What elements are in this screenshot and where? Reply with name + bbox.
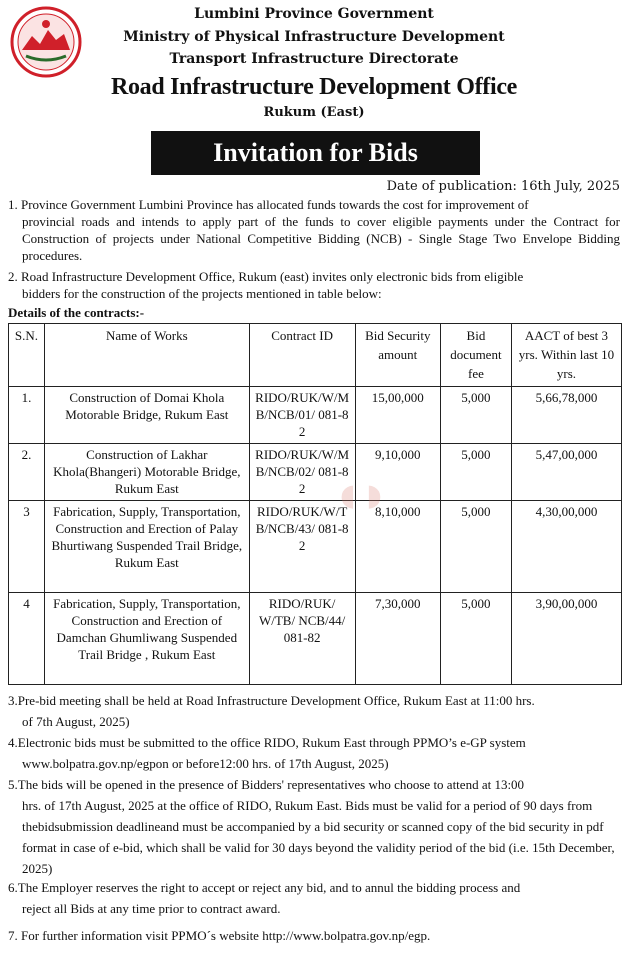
cell-bid-security: 9,10,000 <box>355 444 440 501</box>
note-6-rest: reject all Bids at any time prior to contract award. <box>22 901 281 916</box>
cell-aact: 4,30,00,000 <box>511 501 621 593</box>
header-name-of-works: Name of Works <box>44 324 249 387</box>
publication-date: Date of publication: 16th July, 2025 <box>386 179 620 194</box>
cell-aact: 5,47,00,000 <box>511 444 621 501</box>
office-title: Road Infrastructure Development Office <box>110 74 518 100</box>
cell-contract-id: RIDO/RUK/W/MB/NCB/02/ 081-82 <box>249 444 355 501</box>
note-3-rest: of 7th August, 2025) <box>22 714 130 729</box>
header-sn: S.N. <box>9 324 45 387</box>
paragraph-1-first-line: 1. Province Government Lumbini Province has allocated funds towards the cost for improvement of <box>8 197 529 212</box>
cell-bid-fee: 5,000 <box>440 387 511 444</box>
note-6-first-line: 6.The Employer reserves the right to accept or reject any bid, and to annul the bidding process and <box>8 880 521 895</box>
paragraph-2-rest: bidders for the construction of the projects mentioned in table below: <box>22 286 382 301</box>
cell-contract-id: RIDO/RUK/ W/TB/ NCB/44/ 081-82 <box>249 593 355 685</box>
header-contract-id: Contract ID <box>249 324 355 387</box>
cell-aact: 5,66,78,000 <box>511 387 621 444</box>
cell-aact: 3,90,00,000 <box>511 593 621 685</box>
district-subtitle: Rukum (East) <box>263 105 365 120</box>
note-3-first-line: 3.Pre-bid meeting shall be held at Road Infrastructure Development Office, Rukum East at 11:00 hrs. <box>8 693 535 708</box>
cell-bid-fee: 5,000 <box>440 501 511 593</box>
paragraph-1-rest: provincial roads and intends to apply part of the funds to cover eligible payments under the Contract for Construction of projects under National Competitive Bidding (NCB) - Single Stage Two Envelope Bidding procedures. <box>22 214 620 263</box>
paragraph-2 <box>8 268 620 302</box>
cell-bid-security: 15,00,000 <box>355 387 440 444</box>
invitation-banner: Invitation for Bids <box>151 131 480 175</box>
cell-name: Construction of Lakhar Khola(Bhangeri) Motorable Bridge, Rukum East <box>44 444 249 501</box>
note-3 <box>8 690 620 732</box>
note-5-first-line: 5.The bids will be opened in the presence of Bidders' representatives who choose to attend at 13:00 <box>8 777 525 792</box>
cell-sn: 3 <box>9 501 45 593</box>
table-row <box>9 593 622 685</box>
note-7: 7. For further information visit PPMO´s website http://www.bolpatra.gov.np/egp. <box>8 928 431 943</box>
table-row <box>9 387 622 444</box>
cell-name: Fabrication, Supply, Transportation, Construction and Erection of Palay Bhurtiwang Suspended Trail Bridge, Rukum East <box>44 501 249 593</box>
details-label: Details of the contracts:- <box>8 305 145 320</box>
cell-name: Fabrication, Supply, Transportation, Construction and Erection of Damchan Ghumliwang Suspended Trail Bridge , Rukum East <box>44 593 249 685</box>
cell-bid-fee: 5,000 <box>440 593 511 685</box>
directorate-heading: Transport Infrastructure Directorate <box>169 51 459 67</box>
paragraph-1 <box>8 196 620 264</box>
contracts-table <box>8 323 622 685</box>
cell-sn: 2. <box>9 444 45 501</box>
watermark-graphic: ◖ ◗ <box>340 478 383 513</box>
province-government-heading: Lumbini Province Government <box>194 6 434 22</box>
table-header-row <box>9 324 622 387</box>
paragraph-2-first-line: 2. Road Infrastructure Development Office, Rukum (east) invites only electronic bids from eligible <box>8 269 524 284</box>
table-row <box>9 501 622 593</box>
note-6 <box>8 877 620 919</box>
note-5 <box>8 774 620 879</box>
note-4-rest: www.bolpatra.gov.np/egpon or before12:00 hrs. of 17th August, 2025) <box>22 756 389 771</box>
ministry-heading: Ministry of Physical Infrastructure Development <box>123 29 505 45</box>
cell-bid-fee: 5,000 <box>440 444 511 501</box>
cell-bid-security: 8,10,000 <box>355 501 440 593</box>
header-bid-fee: Bid document fee <box>440 324 511 387</box>
cell-sn: 1. <box>9 387 45 444</box>
cell-bid-security: 7,30,000 <box>355 593 440 685</box>
cell-name: Construction of Domai Khola Motorable Bridge, Rukum East <box>44 387 249 444</box>
note-5-rest: hrs. of 17th August, 2025 at the office of RIDO, Rukum East. Bids must be valid for a period of 90 days from thebidsubmission deadlineand must be accompanied by a bid security or scanned copy of the bid security in pdf format in case of e-bid, which shall be valid for 30 days beyond the validity period of the bid (i.e. 15th December, 2025) <box>22 798 615 876</box>
note-4-first-line: 4.Electronic bids must be submitted to the office RIDO, Rukum East through PPMO’s e-GP system <box>8 735 526 750</box>
note-4 <box>8 732 620 774</box>
cell-sn: 4 <box>9 593 45 685</box>
cell-contract-id: RIDO/RUK/W/TB/NCB/43/ 081-82 <box>249 501 355 593</box>
cell-contract-id: RIDO/RUK/W/MB/NCB/01/ 081-82 <box>249 387 355 444</box>
header-aact: AACT of best 3 yrs. Within last 10 yrs. <box>511 324 621 387</box>
header-bid-security: Bid Security amount <box>355 324 440 387</box>
table-row <box>9 444 622 501</box>
